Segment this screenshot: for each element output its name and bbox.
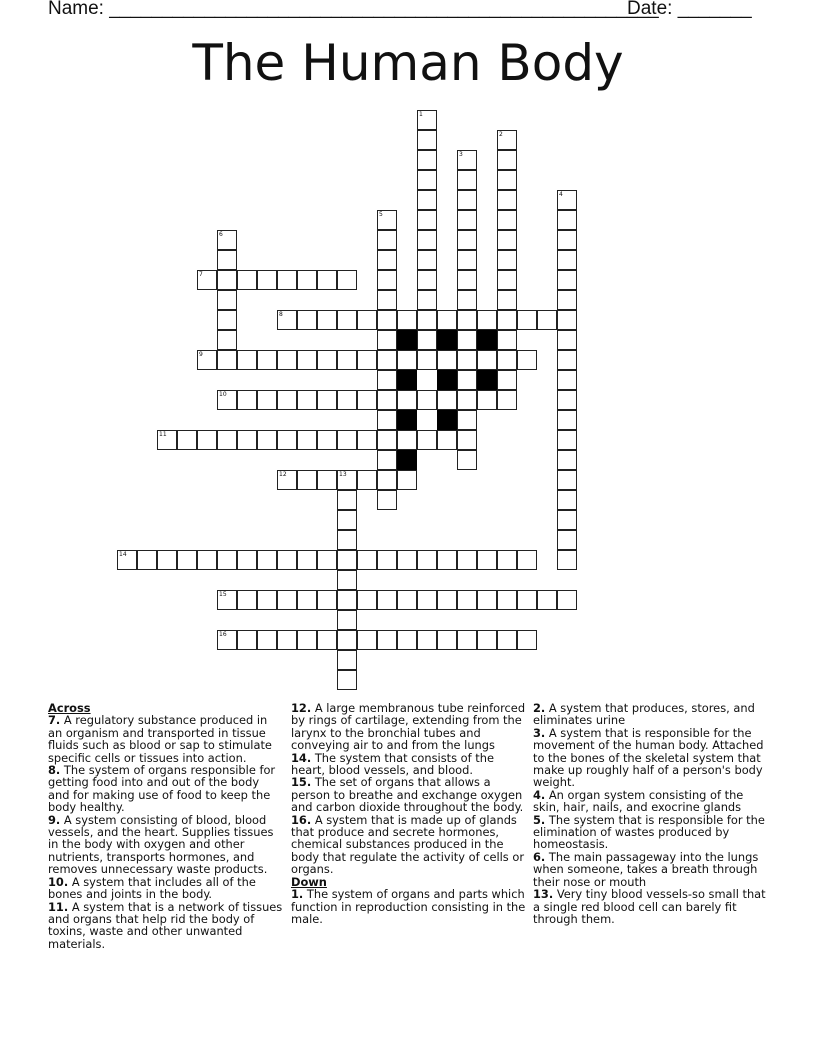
- grid-cell[interactable]: [337, 630, 357, 650]
- grid-cell[interactable]: [297, 310, 317, 330]
- grid-cell[interactable]: [317, 270, 337, 290]
- grid-cell[interactable]: [497, 350, 517, 370]
- grid-cell[interactable]: [397, 630, 417, 650]
- grid-cell[interactable]: [557, 330, 577, 350]
- grid-cell[interactable]: [297, 270, 317, 290]
- clue-number: 15: [219, 591, 227, 598]
- grid-cell[interactable]: [357, 390, 377, 410]
- grid-cell[interactable]: [497, 590, 517, 610]
- grid-cell[interactable]: [517, 310, 537, 330]
- grid-cell[interactable]: [417, 430, 437, 450]
- down-heading: Down: [291, 874, 327, 889]
- clue-down-3: 3. A system that is responsible for the movement of the human body. Attached to the bones of the skeletal system that make up roughly half of a person's body weight.: [533, 725, 764, 790]
- grid-cell[interactable]: [497, 330, 517, 350]
- grid-cell[interactable]: [497, 150, 517, 170]
- grid-cell[interactable]: [417, 310, 437, 330]
- grid-cell[interactable]: [357, 630, 377, 650]
- grid-cell[interactable]: [317, 550, 337, 570]
- clue-number: 6: [219, 231, 223, 238]
- grid-cell[interactable]: [397, 430, 417, 450]
- grid-cell[interactable]: [277, 270, 297, 290]
- grid-cell[interactable]: [497, 270, 517, 290]
- grid-cell[interactable]: [557, 250, 577, 270]
- grid-cell[interactable]: [317, 390, 337, 410]
- grid-cell[interactable]: [537, 310, 557, 330]
- grid-cell[interactable]: [337, 570, 357, 590]
- grid-cell[interactable]: [457, 390, 477, 410]
- grid-cell[interactable]: [497, 370, 517, 390]
- clue-across-16: 16. A system that is made up of glands that produce and secrete hormones, chemical substances produced in the body that regulate the activity of cells or organs.: [291, 812, 525, 877]
- grid-cell[interactable]: [277, 590, 297, 610]
- grid-cell[interactable]: [257, 270, 277, 290]
- grid-cell[interactable]: [377, 590, 397, 610]
- clue-column-1: [48, 702, 283, 950]
- clue-down-4: 4. An organ system consisting of the skin, hair, nails, and exocrine glands: [533, 787, 744, 815]
- grid-cell[interactable]: [437, 550, 457, 570]
- grid-cell[interactable]: [217, 390, 237, 410]
- grid-cell[interactable]: [557, 290, 577, 310]
- grid-cell[interactable]: [417, 230, 437, 250]
- grid-cell[interactable]: [297, 430, 317, 450]
- grid-cell[interactable]: [317, 350, 337, 370]
- grid-cell[interactable]: [337, 530, 357, 550]
- clue-column-3: [533, 702, 773, 925]
- black-cell: [397, 330, 417, 350]
- grid-cell[interactable]: [557, 230, 577, 250]
- clue-number: 16: [219, 631, 227, 638]
- grid-cell[interactable]: [497, 130, 517, 150]
- grid-cell[interactable]: [417, 550, 437, 570]
- grid-cell[interactable]: [417, 250, 437, 270]
- clue-down-6: 6. The main passageway into the lungs when someone, takes a breath through their nose or mouth: [533, 849, 759, 889]
- grid-cell[interactable]: [277, 630, 297, 650]
- clue-across-15: 15. The set of organs that allows a person to breathe and exchange oxygen and carbon dioxide throughout the body.: [291, 775, 524, 815]
- clue-number: 5: [379, 211, 383, 218]
- grid-cell[interactable]: [217, 290, 237, 310]
- grid-cell[interactable]: [337, 650, 357, 670]
- grid-cell[interactable]: [417, 590, 437, 610]
- grid-cell[interactable]: [217, 310, 237, 330]
- grid-cell[interactable]: [277, 310, 297, 330]
- black-cell: [477, 370, 497, 390]
- grid-cell[interactable]: [157, 550, 177, 570]
- grid-cell[interactable]: [557, 310, 577, 330]
- grid-cell[interactable]: [557, 190, 577, 210]
- grid-cell[interactable]: [257, 590, 277, 610]
- grid-cell[interactable]: [457, 270, 477, 290]
- grid-cell[interactable]: [497, 250, 517, 270]
- grid-cell[interactable]: [417, 210, 437, 230]
- grid-cell[interactable]: [557, 210, 577, 230]
- grid-cell[interactable]: [377, 450, 397, 470]
- grid-cell[interactable]: [397, 550, 417, 570]
- grid-cell[interactable]: [297, 590, 317, 610]
- grid-cell[interactable]: [457, 410, 477, 430]
- grid-cell[interactable]: [337, 670, 357, 690]
- grid-cell[interactable]: [377, 350, 397, 370]
- clue-number: 4: [559, 191, 563, 198]
- name-field: Name: ____________________________________________________: [48, 0, 659, 19]
- grid-cell[interactable]: [377, 210, 397, 230]
- clue-number: 12: [279, 471, 287, 478]
- grid-cell[interactable]: [417, 350, 437, 370]
- grid-cell[interactable]: [497, 390, 517, 410]
- grid-cell[interactable]: [457, 370, 477, 390]
- grid-cell[interactable]: [457, 290, 477, 310]
- grid-cell[interactable]: [557, 590, 577, 610]
- grid-cell[interactable]: [297, 630, 317, 650]
- grid-cell[interactable]: [377, 330, 397, 350]
- grid-cell[interactable]: [137, 550, 157, 570]
- grid-cell[interactable]: [197, 350, 217, 370]
- grid-cell[interactable]: [557, 350, 577, 370]
- grid-cell[interactable]: [337, 610, 357, 630]
- grid-cell[interactable]: [377, 430, 397, 450]
- grid-cell[interactable]: [277, 390, 297, 410]
- grid-cell[interactable]: [497, 290, 517, 310]
- grid-cell[interactable]: [357, 550, 377, 570]
- grid-cell[interactable]: [357, 350, 377, 370]
- grid-cell[interactable]: [457, 550, 477, 570]
- grid-cell[interactable]: [377, 630, 397, 650]
- grid-cell[interactable]: [257, 630, 277, 650]
- grid-cell[interactable]: [417, 330, 437, 350]
- grid-cell[interactable]: [217, 270, 237, 290]
- clue-number: 9: [199, 351, 203, 358]
- clue-across-10: 10. A system that includes all of the bones and joints in the body.: [48, 874, 256, 902]
- grid-cell[interactable]: [297, 390, 317, 410]
- clue-number: 13: [339, 471, 347, 478]
- grid-cell[interactable]: [277, 350, 297, 370]
- grid-cell[interactable]: [257, 390, 277, 410]
- grid-cell[interactable]: [377, 470, 397, 490]
- grid-cell[interactable]: [557, 550, 577, 570]
- grid-cell[interactable]: [237, 390, 257, 410]
- grid-cell[interactable]: [437, 590, 457, 610]
- grid-cell[interactable]: [217, 550, 237, 570]
- clue-number: 7: [199, 271, 203, 278]
- grid-cell[interactable]: [457, 430, 477, 450]
- clue-number: 8: [279, 311, 283, 318]
- grid-cell[interactable]: [377, 310, 397, 330]
- grid-cell[interactable]: [457, 250, 477, 270]
- grid-cell[interactable]: [357, 590, 377, 610]
- grid-cell[interactable]: [417, 150, 437, 170]
- grid-cell[interactable]: [357, 470, 377, 490]
- black-cell: [437, 410, 457, 430]
- grid-cell[interactable]: [477, 390, 497, 410]
- grid-cell[interactable]: [457, 150, 477, 170]
- grid-cell[interactable]: [437, 430, 457, 450]
- grid-cell[interactable]: [497, 190, 517, 210]
- grid-cell[interactable]: [497, 630, 517, 650]
- grid-cell[interactable]: [217, 230, 237, 250]
- clue-number: 1: [419, 111, 423, 118]
- grid-cell[interactable]: [317, 310, 337, 330]
- black-cell: [437, 330, 457, 350]
- grid-cell[interactable]: [417, 270, 437, 290]
- grid-cell[interactable]: [337, 510, 357, 530]
- grid-cell[interactable]: [477, 550, 497, 570]
- grid-cell[interactable]: [437, 350, 457, 370]
- grid-cell[interactable]: [417, 170, 437, 190]
- grid-cell[interactable]: [297, 550, 317, 570]
- grid-cell[interactable]: [117, 550, 137, 570]
- black-cell: [437, 370, 457, 390]
- grid-cell[interactable]: [437, 390, 457, 410]
- grid-cell[interactable]: [377, 270, 397, 290]
- grid-cell[interactable]: [217, 350, 237, 370]
- clue-column-2: [291, 702, 527, 925]
- grid-cell[interactable]: [457, 590, 477, 610]
- grid-cell[interactable]: [357, 310, 377, 330]
- grid-cell[interactable]: [257, 350, 277, 370]
- grid-cell[interactable]: [317, 590, 337, 610]
- grid-cell[interactable]: [237, 550, 257, 570]
- grid-cell[interactable]: [337, 310, 357, 330]
- grid-cell[interactable]: [177, 550, 197, 570]
- grid-cell[interactable]: [277, 470, 297, 490]
- black-cell: [477, 330, 497, 350]
- grid-cell[interactable]: [497, 310, 517, 330]
- grid-cell[interactable]: [497, 230, 517, 250]
- grid-cell[interactable]: [337, 470, 357, 490]
- grid-cell[interactable]: [277, 550, 297, 570]
- grid-cell[interactable]: [377, 490, 397, 510]
- clue-down-5: 5. The system that is responsible for the elimination of wastes produced by homeostasis.: [533, 812, 765, 852]
- grid-cell[interactable]: [257, 550, 277, 570]
- clue-number: 14: [119, 551, 127, 558]
- grid-cell[interactable]: [477, 310, 497, 330]
- grid-cell[interactable]: [177, 430, 197, 450]
- grid-cell[interactable]: [497, 210, 517, 230]
- grid-cell[interactable]: [217, 250, 237, 270]
- grid-cell[interactable]: [557, 470, 577, 490]
- grid-cell[interactable]: [377, 370, 397, 390]
- grid-cell[interactable]: [237, 350, 257, 370]
- grid-cell[interactable]: [437, 310, 457, 330]
- clue-number: 3: [459, 151, 463, 158]
- grid-cell[interactable]: [377, 250, 397, 270]
- grid-cell[interactable]: [477, 590, 497, 610]
- clue-across-7: 7. A regulatory substance produced in an organism and transported in tissue fluids such as blood or sap to stimulate specific cells or tissues into action.: [48, 713, 272, 765]
- grid-cell[interactable]: [377, 410, 397, 430]
- grid-cell[interactable]: [377, 290, 397, 310]
- grid-cell[interactable]: [337, 270, 357, 290]
- grid-cell[interactable]: [357, 430, 377, 450]
- clue-down-1: 1. The system of organs and parts which function in reproduction consisting in the male.: [291, 887, 526, 926]
- grid-cell[interactable]: [457, 630, 477, 650]
- grid-cell[interactable]: [437, 630, 457, 650]
- grid-cell[interactable]: [417, 630, 437, 650]
- grid-cell[interactable]: [557, 430, 577, 450]
- grid-cell[interactable]: [237, 270, 257, 290]
- grid-cell[interactable]: [297, 470, 317, 490]
- grid-cell[interactable]: [337, 350, 357, 370]
- grid-cell[interactable]: [377, 230, 397, 250]
- grid-cell[interactable]: [257, 430, 277, 450]
- grid-cell[interactable]: [557, 390, 577, 410]
- grid-cell[interactable]: [497, 550, 517, 570]
- grid-cell[interactable]: [197, 550, 217, 570]
- clue-across-9: 9. A system consisting of blood, blood vessels, and the heart. Supplies tissues in the body with oxygen and other nutrients, transports hormones, and removes unnecessary waste products.: [48, 812, 274, 877]
- grid-cell[interactable]: [217, 430, 237, 450]
- grid-cell[interactable]: [457, 310, 477, 330]
- clue-down-13: 13. Very tiny blood vessels-so small that a single red blood cell can barely fit through them.: [533, 887, 766, 926]
- grid-cell[interactable]: [217, 590, 237, 610]
- grid-cell[interactable]: [397, 590, 417, 610]
- clue-number: 11: [159, 431, 167, 438]
- grid-cell[interactable]: [337, 430, 357, 450]
- grid-cell[interactable]: [317, 470, 337, 490]
- grid-cell[interactable]: [417, 390, 437, 410]
- across-heading: Across: [48, 701, 91, 715]
- grid-cell[interactable]: [517, 350, 537, 370]
- grid-cell[interactable]: [557, 410, 577, 430]
- grid-cell[interactable]: [217, 630, 237, 650]
- grid-cell[interactable]: [557, 450, 577, 470]
- grid-cell[interactable]: [517, 630, 537, 650]
- grid-cell[interactable]: [337, 590, 357, 610]
- grid-cell[interactable]: [237, 630, 257, 650]
- clue-down-2: 2. A system that produces, stores, and eliminates urine: [533, 701, 755, 728]
- grid-cell[interactable]: [557, 530, 577, 550]
- grid-cell[interactable]: [337, 490, 357, 510]
- date-field: Date: _______: [627, 0, 752, 19]
- grid-cell[interactable]: [397, 390, 417, 410]
- clue-across-12: 12. A large membranous tube reinforced by rings of cartilage, extending from the larynx to the bronchial tubes and conveying air to and from the lungs: [291, 701, 526, 753]
- grid-cell[interactable]: [457, 230, 477, 250]
- grid-cell[interactable]: [457, 210, 477, 230]
- black-cell: [397, 370, 417, 390]
- clue-across-8: 8. The system of organs responsible for getting food into and out of the body and for making use of food to keep the body healthy.: [48, 763, 276, 815]
- clue-number: 10: [219, 391, 227, 398]
- black-cell: [397, 410, 417, 430]
- grid-cell[interactable]: [337, 390, 357, 410]
- grid-cell[interactable]: [517, 550, 537, 570]
- grid-cell[interactable]: [417, 190, 437, 210]
- grid-cell[interactable]: [337, 550, 357, 570]
- grid-cell[interactable]: [417, 290, 437, 310]
- grid-cell[interactable]: [397, 310, 417, 330]
- grid-cell[interactable]: [477, 350, 497, 370]
- grid-cell[interactable]: [417, 110, 437, 130]
- grid-cell[interactable]: [317, 630, 337, 650]
- grid-cell[interactable]: [557, 270, 577, 290]
- grid-cell[interactable]: [517, 590, 537, 610]
- grid-cell[interactable]: [277, 430, 297, 450]
- clue-across-14: 14. The system that consists of the heart, blood vessels, and blood.: [291, 750, 494, 778]
- grid-cell[interactable]: [457, 170, 477, 190]
- grid-cell[interactable]: [237, 430, 257, 450]
- grid-cell[interactable]: [557, 510, 577, 530]
- grid-cell[interactable]: [297, 350, 317, 370]
- grid-cell[interactable]: [377, 550, 397, 570]
- grid-cell[interactable]: [397, 470, 417, 490]
- grid-cell[interactable]: [457, 190, 477, 210]
- black-cell: [397, 450, 417, 470]
- grid-cell[interactable]: [397, 350, 417, 370]
- grid-cell[interactable]: [477, 630, 497, 650]
- grid-cell[interactable]: [497, 170, 517, 190]
- grid-cell[interactable]: [457, 350, 477, 370]
- grid-cell[interactable]: [417, 130, 437, 150]
- grid-cell[interactable]: [537, 590, 557, 610]
- grid-cell[interactable]: [237, 590, 257, 610]
- grid-cell[interactable]: [377, 390, 397, 410]
- grid-cell[interactable]: [317, 430, 337, 450]
- grid-cell[interactable]: [457, 330, 477, 350]
- grid-cell[interactable]: [197, 270, 217, 290]
- grid-cell[interactable]: [457, 450, 477, 470]
- page-title: The Human Body: [192, 34, 624, 92]
- grid-cell[interactable]: [157, 430, 177, 450]
- grid-cell[interactable]: [557, 490, 577, 510]
- clue-across-11: 11. A system that is a network of tissues and organs that help rid the body of toxins, waste and other unwanted materials.: [48, 899, 283, 951]
- clue-number: 2: [499, 131, 503, 138]
- grid-cell[interactable]: [557, 370, 577, 390]
- grid-cell[interactable]: [217, 330, 237, 350]
- grid-cell[interactable]: [197, 430, 217, 450]
